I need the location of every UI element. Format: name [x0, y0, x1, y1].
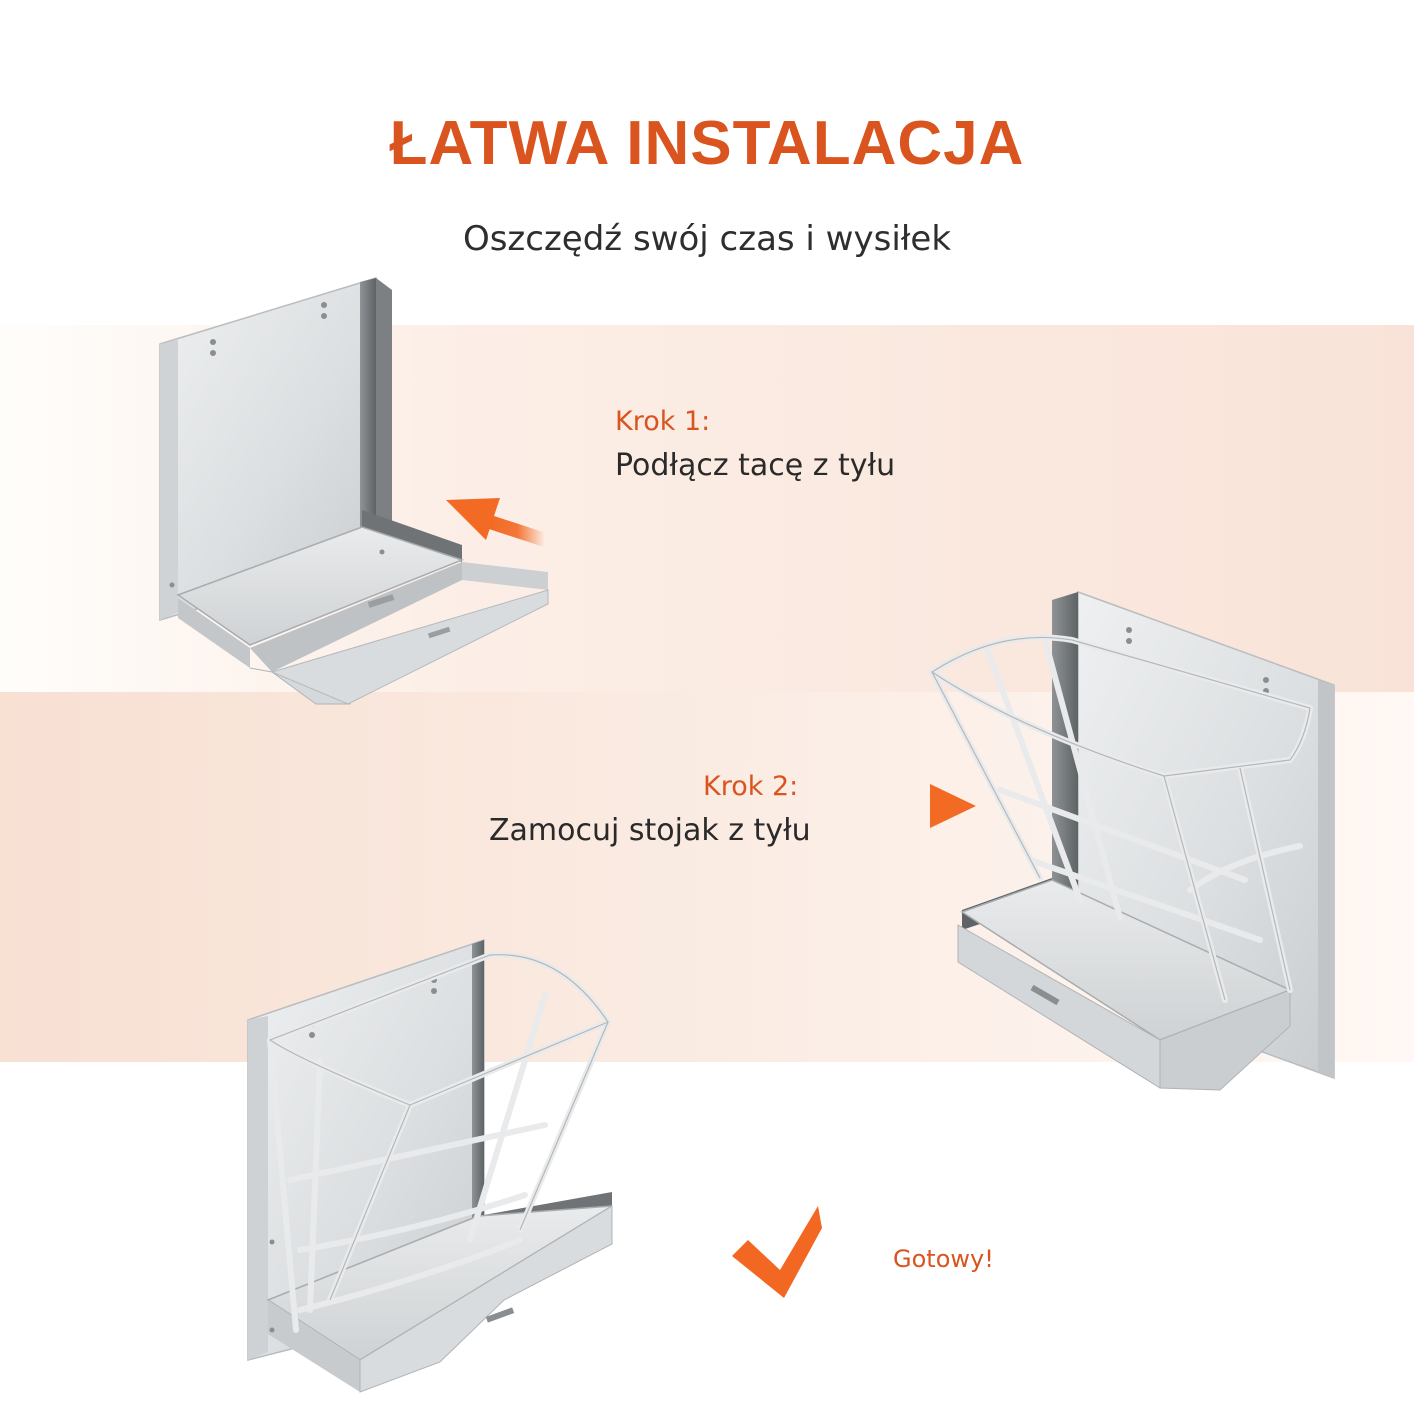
product-image-step-1	[160, 278, 548, 704]
page-subtitle: Oszczędź swój czas i wysiłek	[462, 219, 952, 259]
done-text: Gotowy!	[893, 1245, 994, 1273]
arrow-right-icon	[882, 784, 976, 828]
step-2-text: Zamocuj stojak z tyłu	[489, 813, 811, 848]
product-image-step-3	[248, 940, 612, 1392]
product-image-step-2	[932, 592, 1334, 1090]
step-1-text: Podłącz tacę z tyłu	[615, 448, 896, 483]
page-title: ŁATWA INSTALACJA	[389, 109, 1025, 178]
arrow-left-icon	[446, 498, 545, 540]
step-2-label: Krok 2:	[703, 771, 799, 802]
checkmark-icon	[732, 1206, 822, 1298]
step-1-label: Krok 1:	[615, 406, 711, 437]
